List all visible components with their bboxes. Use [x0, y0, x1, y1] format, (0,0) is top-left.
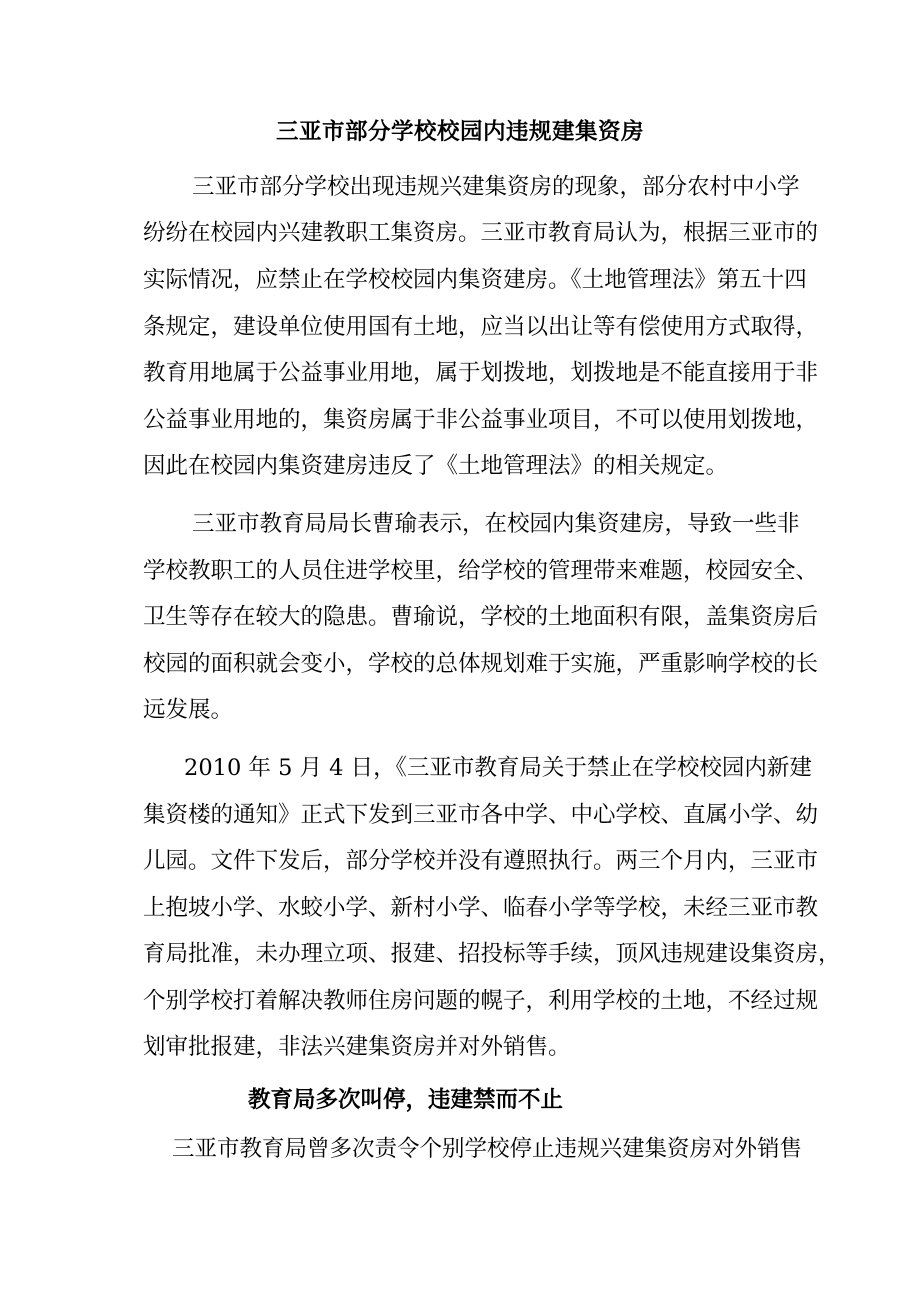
paragraph-line: 因此在校园内集资建房违反了《土地管理法》的相关规定。	[143, 453, 729, 479]
paragraph-line: 校园的面积就会变小，学校的总体规划难于实施，严重影响学校的长	[143, 651, 819, 677]
paragraph-line: 上抱坡小学、水蛟小学、新村小学、临春小学等学校，未经三亚市教	[143, 895, 819, 921]
paragraph-line: 条规定，建设单位使用国有土地，应当以出让等有偿使用方式取得，	[143, 314, 819, 340]
paragraph-line: 纷纷在校园内兴建教职工集资房。三亚市教育局认为，根据三亚市的	[143, 220, 819, 246]
paragraph-line: 学校教职工的人员住进学校里，给学校的管理带来难题，校园安全、	[143, 558, 819, 584]
paragraph-line: 三亚市部分学校出现违规兴建集资房的现象，部分农村中小学	[192, 174, 800, 200]
paragraph-line: 育局批准，未办理立项、报建、招投标等手续，顶风违规建设集资房，	[143, 941, 841, 967]
paragraph-line: 卫生等存在较大的隐患。曹瑜说，学校的土地面积有限，盖集资房后	[143, 604, 819, 630]
paragraph-line: 2010 年 5 月 4 日，《三亚市教育局关于禁止在学校校园内新建	[184, 755, 812, 781]
paragraph-line: 远发展。	[143, 697, 234, 723]
paragraph-line: 集资楼的通知》正式下发到三亚市各中学、中心学校、直属小学、幼	[143, 802, 819, 828]
paragraph-line: 三亚市教育局曾多次责令个别学校停止违规兴建集资房对外销售	[172, 1136, 803, 1162]
paragraph-line: 个别学校打着解决教师住房问题的幌子，利用学校的土地，不经过规	[143, 988, 819, 1014]
paragraph-line: 儿园。文件下发后，部分学校并没有遵照执行。两三个月内，三亚市	[143, 848, 819, 874]
paragraph-line: 划审批报建，非法兴建集资房并对外销售。	[143, 1034, 571, 1060]
paragraph-line: 公益事业用地的，集资房属于非公益事业项目，不可以使用划拨地，	[143, 407, 819, 433]
paragraph-line: 教育用地属于公益事业用地，属于划拨地，划拨地是不能直接用于非	[143, 360, 819, 386]
document-title: 三亚市部分学校校园内违规建集资房	[275, 119, 644, 145]
paragraph-line: 三亚市教育局局长曹瑜表示，在校园内集资建房，导致一些非	[192, 511, 800, 537]
paragraph-line: 实际情况，应禁止在学校校园内集资建房。《土地管理法》第五十四	[143, 267, 807, 293]
section-heading: 教育局多次叫停，违建禁而不止	[248, 1087, 564, 1113]
